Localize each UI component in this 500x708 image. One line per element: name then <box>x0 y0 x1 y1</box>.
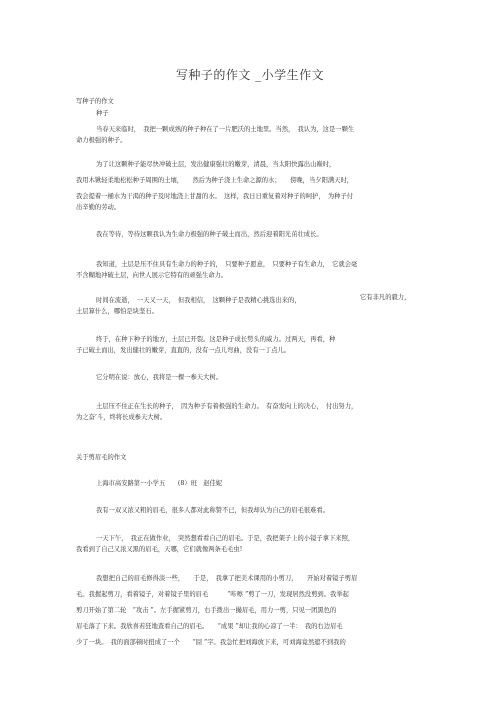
text-line: 我知道，土层是压不住具有生命力的种子的， 只要种子愿意， 只要种子有生命力， 它就会毫 <box>96 261 358 268</box>
text-line: 关于剪眉毛的作文 <box>76 454 127 461</box>
text-line: 我在等待，等待这颗我认为生命力极强的种子破土而出，然后迎着阳光茁壮成长。 <box>96 231 323 238</box>
text-line: 我用木锹轻柔地松松种子周围的土壤， 然后为种子浇上生命之源的水； 傍晚，当夕阳满天时， <box>76 177 354 184</box>
text-line: 土层算什么，哪怕是块坚石。 <box>76 308 158 315</box>
text-line: 我看到了自己又浓又黑的眉毛，天哪，它们就像两条毛毛虫! <box>76 546 243 553</box>
text-line: 少了一块。 我的面部顿时扭成了一个 “囧 ”字。我急忙把刘海放下来，可刘海竟然遮不到我的 <box>76 639 346 646</box>
text-line: 它分明在说：放心，我将是一棵一参天大树。 <box>96 374 222 381</box>
text-line: 眉毛落了下来。我欣喜若狂地查看自己的眉毛。 “成果 ”却让我的心凉了一半： 我的右边眉毛 <box>76 623 343 630</box>
text-line: 毛。我握起剪刀，看着镜子，对着镜子里的眉毛 “咔嚓 ”剪了一刀，发现居然没剪到。我举起 <box>76 591 349 598</box>
text-line: 我想把自己的眉毛修得淡一些， 于是， 我拿了把美术课用的小剪刀， 开始对着镜子剪眉 <box>96 575 358 582</box>
text-line: 一天下午， 我正在做作业， 突然想看看自己的眉毛。于是，我把架子上的小镜子拿下来照， <box>96 535 355 542</box>
text-line: 土层压不住正在生长的种子， 因为种子有着极强的生命力。 有奋发向上的决心， 付出努力， <box>96 403 358 410</box>
text-line: 上海市高安路第一小学五 (8）班 赵佳妮 <box>96 480 223 487</box>
text-line: 种子 <box>96 110 109 117</box>
text-line: 不含糊地冲破土层，向世人展示它特有的顽强生命力。 <box>76 272 228 279</box>
text-line: 写种子的作文 <box>76 98 114 105</box>
text-line: 我有一双又浓又粗的眉毛，很多人都对此称赞不已，但我却认为自己的眉毛很难看。 <box>96 507 329 514</box>
document-title: 写种子的作文 _小学生作文 <box>175 68 325 82</box>
text-line: 命力极强的种子。 <box>76 137 127 144</box>
text-line: 为了让这颗种子能尽快冲破土层，发出健康强壮的嫩芽，清晨，当太阳快露出山巅时， <box>96 161 336 168</box>
text-line: 时间在流逝， 一天又一天， 但我相信， 这颗种子是我精心挑选出来的， <box>96 297 301 304</box>
text-line: 我会提着一桶水为干渴的种子及时地浇上甘甜的水。 这样，我日日重复着对种子的呵护， 为种子付 <box>76 193 354 200</box>
text-line: 当春天来临时， 我把一颗成熟的种子种在了一片肥沃的土地里。当然， 我认为，这是一颗生 <box>96 126 355 133</box>
text-line: 剪刀开始了第二轮 “攻击 ”。左手握紧剪刀，右手拨出一撮眉毛，用力一剪，只见一团黑色的 <box>76 607 337 614</box>
text-line: 子已破土而出，发出健壮的嫩芽，直直的，没有一点儿弯曲，没有一丁点儿。 <box>76 347 291 354</box>
text-line: 出辛勤的劳动。 <box>76 204 121 211</box>
text-line: 终于，在种下种子的地方，土层已开裂。这是种子成长势头的威力。过两天，再看，种 <box>96 336 336 343</box>
text-line: 它有非凡的毅力， <box>360 294 411 301</box>
text-line: 为之奋’斗，终将长成参天大树。 <box>76 414 167 421</box>
